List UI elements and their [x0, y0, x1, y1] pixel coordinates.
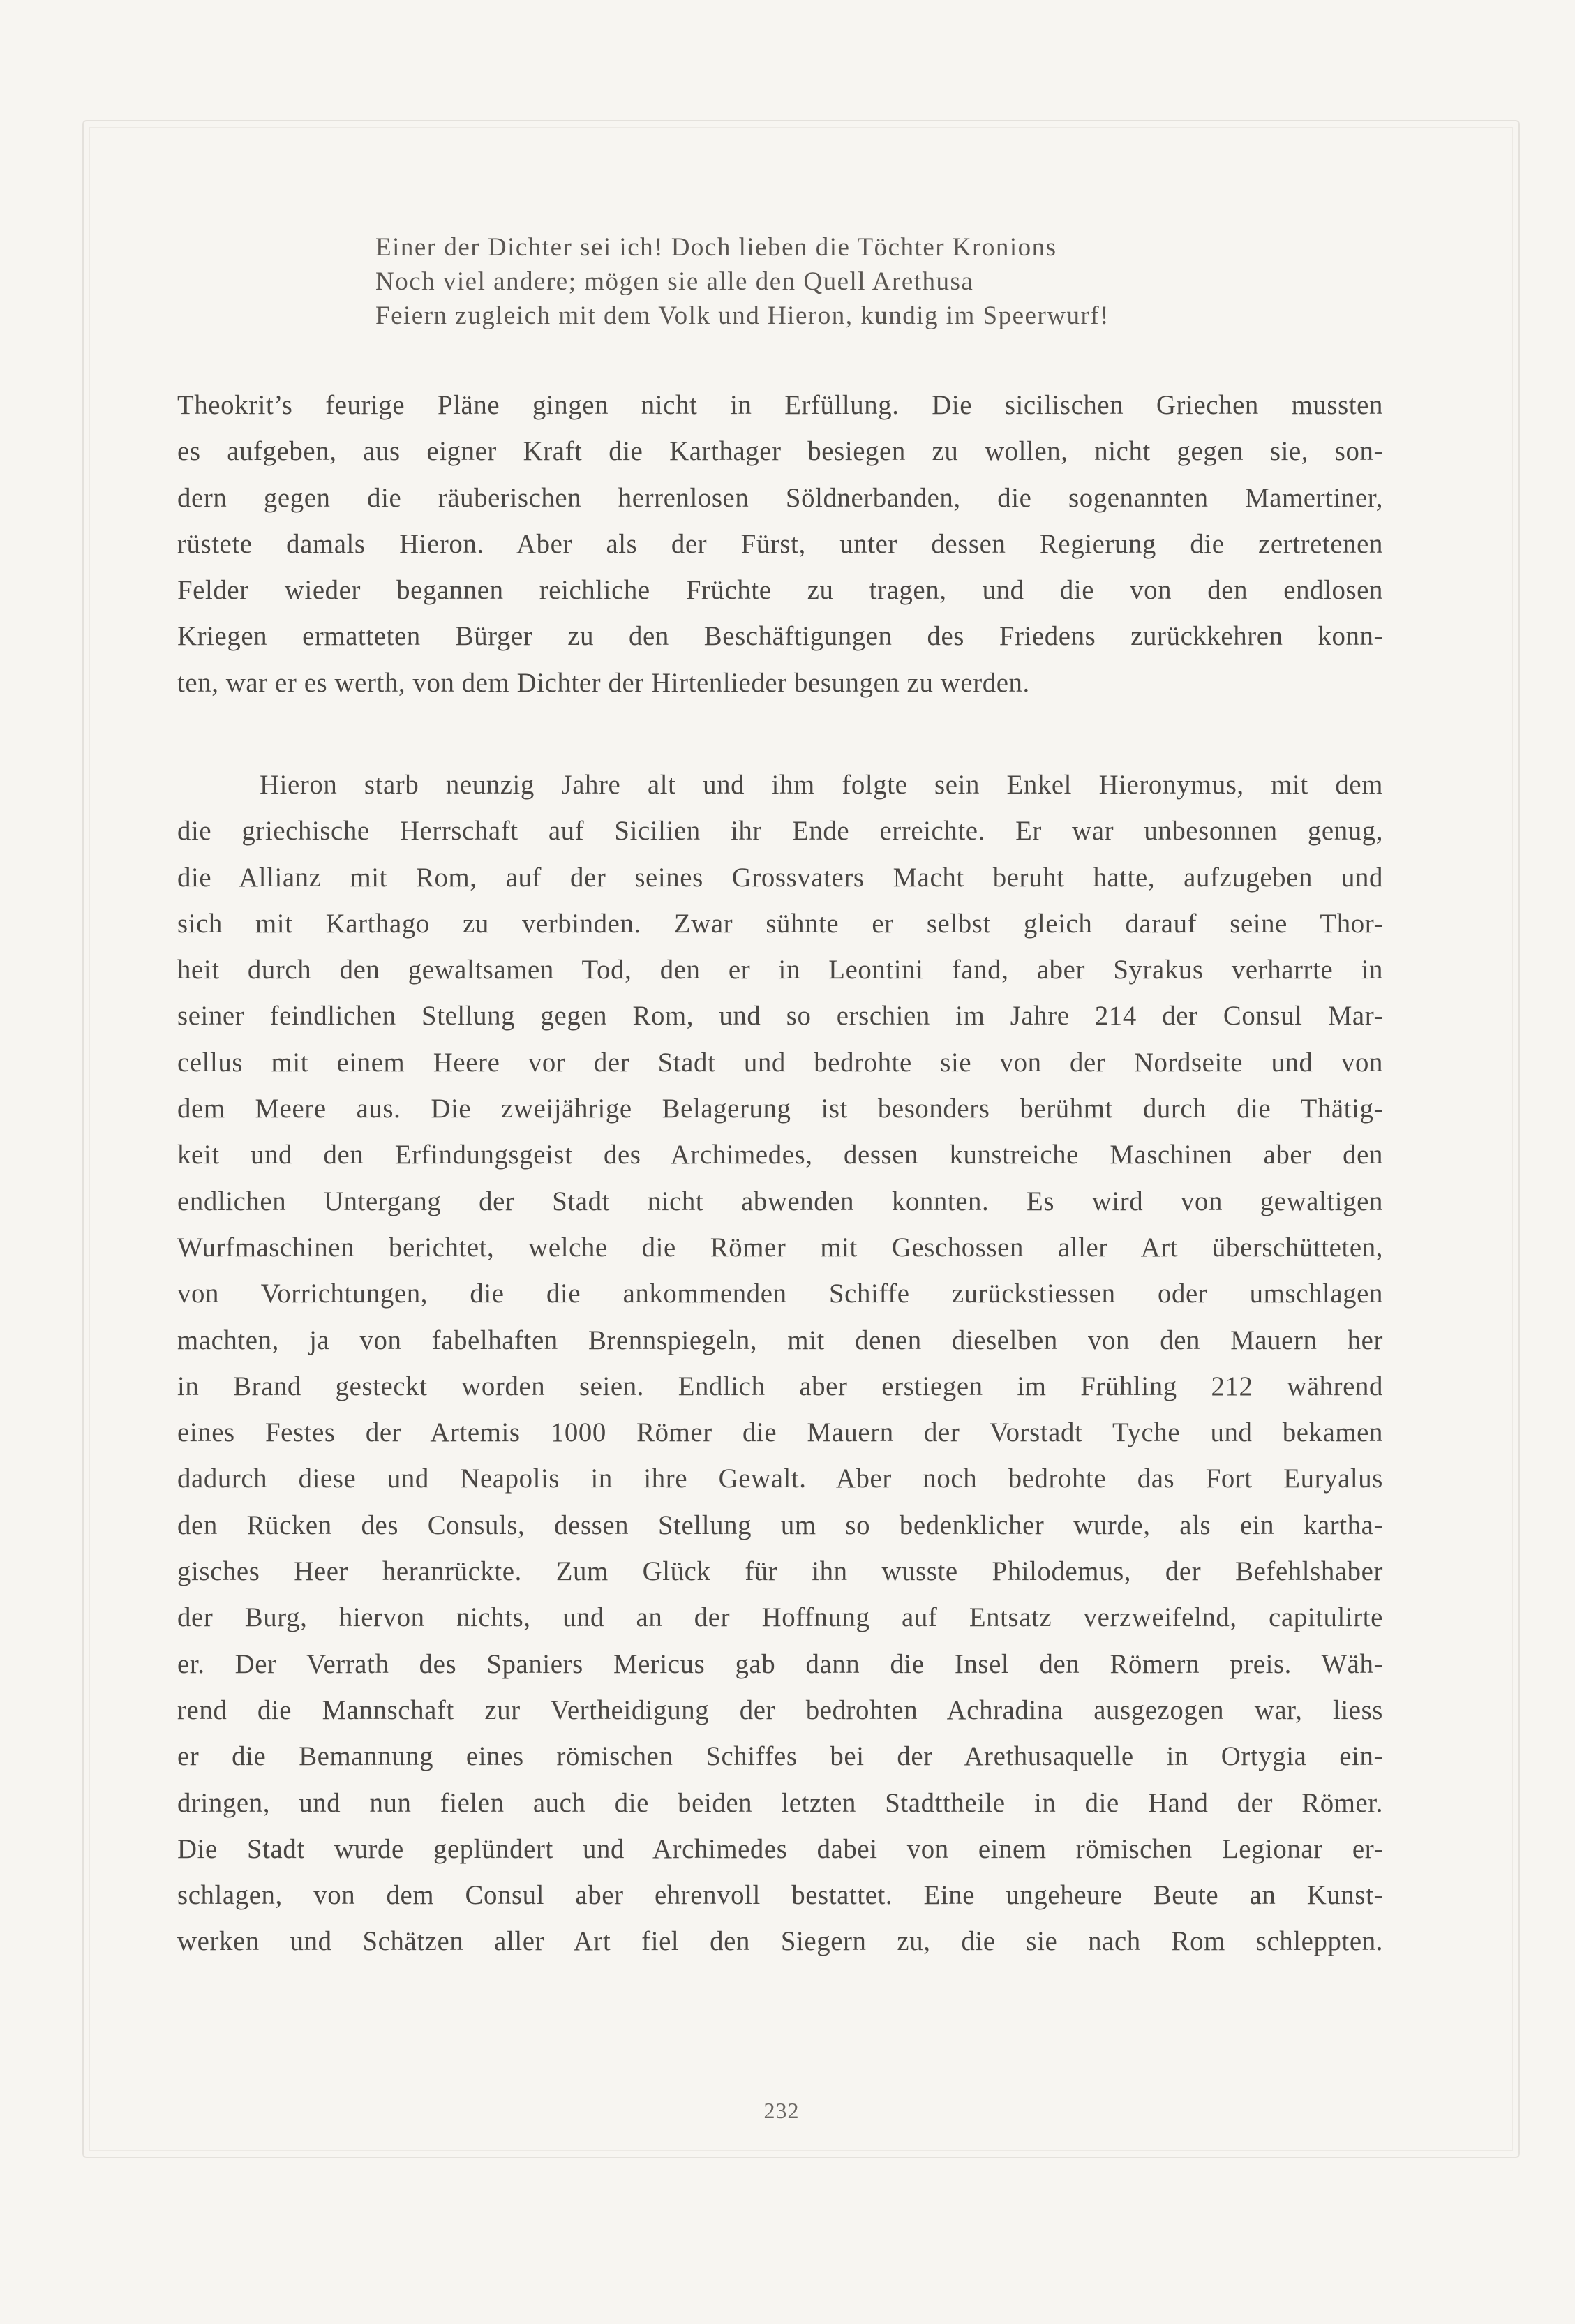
text-line: Felder wieder begannen reichliche Früchte zu tragen, und die von den endlosen [177, 575, 1383, 606]
text-line: es aufgeben, aus eigner Kraft die Karthager besiegen zu wollen, nicht gegen sie, son- [177, 436, 1383, 467]
text-line: rüstete damals Hieron. Aber als der Fürst, unter dessen Regierung die zertretenen [177, 528, 1383, 559]
page-number: 232 [763, 2098, 800, 2123]
text-line: dadurch diese und Neapolis in ihre Gewalt. Aber noch bedrohte das Fort Euryalus [177, 1463, 1383, 1494]
text-line: machten, ja von fabelhaften Brennspiegeln, mit denen dieselben von den Mauern her [177, 1325, 1383, 1355]
text-line: heit durch den gewaltsamen Tod, den er in Leontini fand, aber Syrakus verharrte in [177, 955, 1383, 985]
text-line: dern gegen die räuberischen herrenlosen Söldnerbanden, die sogenannten Mamertiner, [177, 482, 1383, 513]
text-line: keit und den Erfindungsgeist des Archimedes, dessen kunstreiche Maschinen aber den [177, 1140, 1383, 1170]
text-line: der Burg, hiervon nichts, und an der Hoffnung auf Entsatz verzweifelnd, capitulirte [177, 1602, 1383, 1633]
poem-line: Feiern zugleich mit dem Volk und Hieron, kundig im Speerwurf! [375, 301, 1110, 330]
text-line: Hieron starb neunzig Jahre alt und ihm folgte sein Enkel Hieronymus, mit dem [260, 770, 1383, 800]
text-line: cellus mit einem Heere vor der Stadt und bedrohte sie von der Nordseite und von [177, 1047, 1383, 1078]
paragraph-1 [177, 382, 1383, 706]
poem-block [375, 230, 1283, 333]
text-line: Kriegen ermatteten Bürger zu den Beschäftigungen des Friedens zurückkehren konn- [177, 621, 1383, 652]
text-line: von Vorrichtungen, die die ankommenden Schiffe zurückstiessen oder umschlagen [177, 1279, 1383, 1309]
text-line: Die Stadt wurde geplündert und Archimedes dabei von einem römischen Legionar er- [177, 1833, 1383, 1864]
text-line: dringen, und nun fielen auch die beiden letzten Stadttheile in die Hand der Römer. [177, 1787, 1383, 1818]
text-line: ten, war er es werth, von dem Dichter der Hirtenlieder besungen zu werden. [177, 667, 1030, 698]
text-line: sich mit Karthago zu verbinden. Zwar sühnte er selbst gleich darauf seine Thor- [177, 908, 1383, 939]
text-line: er. Der Verrath des Spaniers Mericus gab dann die Insel den Römern preis. Wäh- [177, 1648, 1383, 1679]
poem-line: Einer der Dichter sei ich! Doch lieben die Töchter Kronions [375, 233, 1057, 262]
text-line: eines Festes der Artemis 1000 Römer die Mauern der Vorstadt Tyche und bekamen [177, 1417, 1383, 1448]
text-line: Wurfmaschinen berichtet, welche die Römer mit Geschossen aller Art überschütteten, [177, 1232, 1383, 1262]
text-line: werken und Schätzen aller Art fiel den Siegern zu, die sie nach Rom schleppten. [177, 1926, 1383, 1957]
text-line: die griechische Herrschaft auf Sicilien ihr Ende erreichte. Er war unbesonnen genug, [177, 816, 1383, 847]
text-line: in Brand gesteckt worden seien. Endlich aber erstiegen im Frühling 212 während [177, 1371, 1383, 1401]
poem-line: Noch viel andere; mögen sie alle den Quell Arethusa [375, 267, 974, 296]
text-line: seiner feindlichen Stellung gegen Rom, und so erschien im Jahre 214 der Consul Mar- [177, 1001, 1383, 1031]
text-line: schlagen, von dem Consul aber ehrenvoll bestattet. Eine ungeheure Beute an Kunst- [177, 1880, 1383, 1911]
text-line: endlichen Untergang der Stadt nicht abwenden konnten. Es wird von gewaltigen [177, 1186, 1383, 1216]
text-line: die Allianz mit Rom, auf der seines Grossvaters Macht beruht hatte, aufzugeben und [177, 862, 1383, 893]
text-line: gisches Heer heranrückte. Zum Glück für ihn wusste Philodemus, der Befehlshaber [177, 1556, 1383, 1587]
text-line: er die Bemannung eines römischen Schiffes bei der Arethusaquelle in Ortygia ein- [177, 1741, 1383, 1772]
text-line: rend die Mannschaft zur Vertheidigung der bedrohten Achradina ausgezogen war, liess [177, 1694, 1383, 1725]
paragraph-2 [177, 762, 1383, 1965]
text-line: Theokrit’s feurige Pläne gingen nicht in Erfüllung. Die sicilischen Griechen mussten [177, 390, 1383, 420]
text-line: den Rücken des Consuls, dessen Stellung um so bedenklicher wurde, als ein kartha- [177, 1510, 1383, 1540]
text-line: dem Meere aus. Die zweijährige Belagerung ist besonders berühmt durch die Thätig- [177, 1094, 1383, 1124]
